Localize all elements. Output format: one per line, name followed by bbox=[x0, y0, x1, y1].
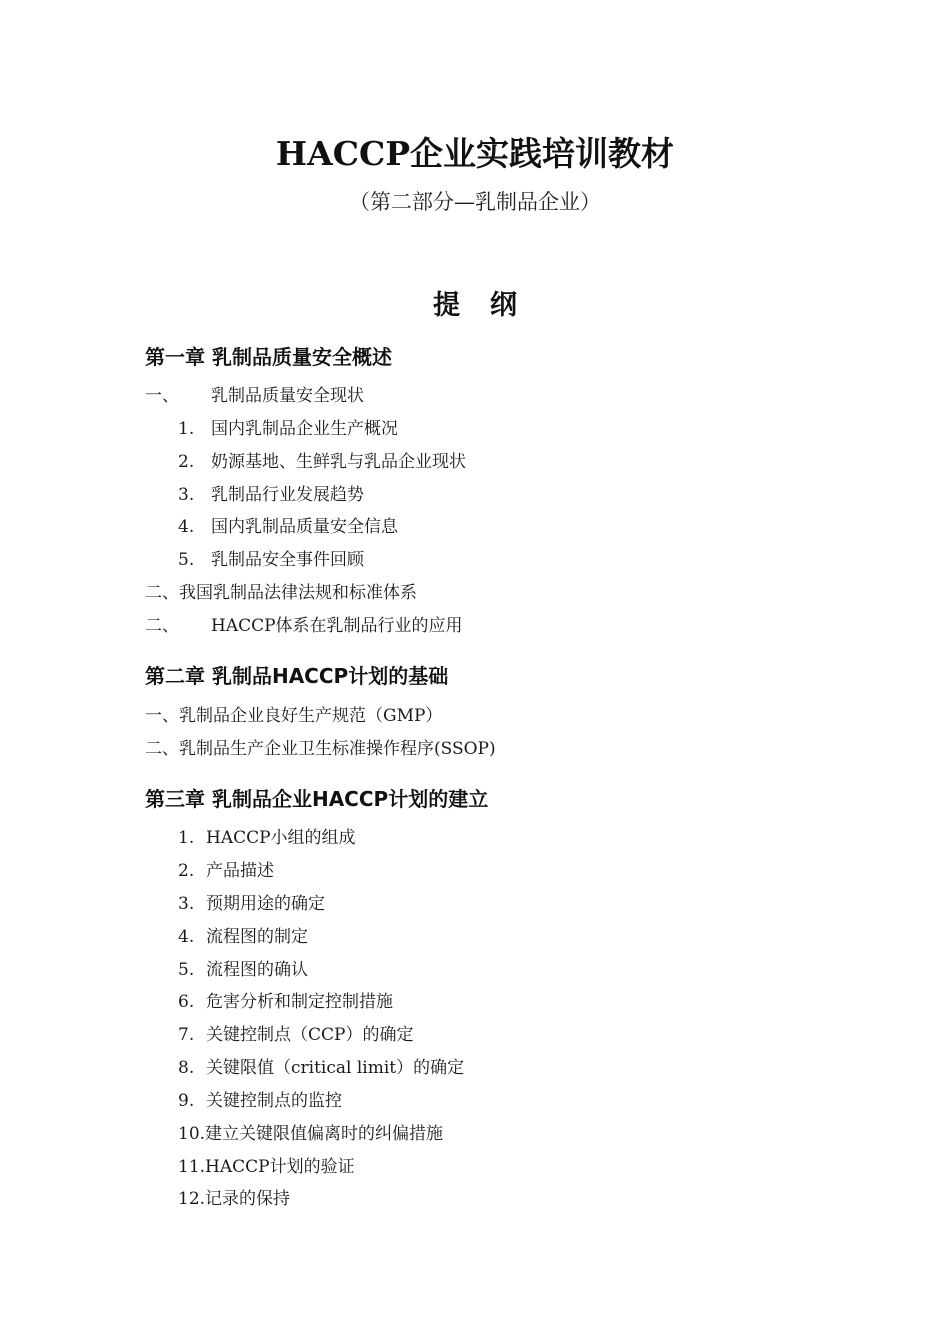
item-number: 6. bbox=[178, 992, 195, 1012]
item-text: 记录的保持 bbox=[205, 1189, 291, 1209]
chapter-1-heading: 第一章 乳制品质量安全概述 bbox=[145, 345, 392, 369]
item-text: 国内乳制品企业生产概况 bbox=[211, 419, 398, 439]
item-text: 乳制品行业发展趋势 bbox=[211, 485, 364, 505]
item-text: 乳制品生产企业卫生标准操作程序(SSOP) bbox=[179, 739, 496, 759]
item-text: 我国乳制品法律法规和标准体系 bbox=[179, 583, 417, 603]
item-text: 预期用途的确定 bbox=[206, 894, 325, 914]
list-item bbox=[178, 480, 364, 505]
item-text: 关键控制点的监控 bbox=[206, 1091, 342, 1111]
item-text: 乳制品企业良好生产规范（GMP） bbox=[179, 706, 443, 726]
item-text: 流程图的确认 bbox=[206, 960, 308, 980]
list-item bbox=[178, 1152, 355, 1177]
item-number: 3. bbox=[178, 894, 195, 914]
list-item bbox=[178, 856, 274, 881]
list-item bbox=[178, 1020, 413, 1045]
item-number: 1. bbox=[178, 419, 195, 439]
list-item bbox=[145, 734, 496, 759]
list-item bbox=[145, 578, 417, 603]
list-item bbox=[178, 987, 393, 1012]
item-text: 关键限值（critical limit）的确定 bbox=[206, 1058, 465, 1078]
item-text: 产品描述 bbox=[206, 861, 274, 881]
item-number: 5. bbox=[178, 960, 195, 980]
item-number: 11. bbox=[178, 1157, 206, 1177]
list-item bbox=[178, 545, 364, 570]
item-number: 12. bbox=[178, 1189, 206, 1209]
item-number: 5. bbox=[178, 550, 195, 570]
item-text: 国内乳制品质量安全信息 bbox=[211, 517, 398, 537]
list-item bbox=[178, 512, 398, 537]
item-number: 2. bbox=[178, 452, 195, 472]
document-subtitle: （第二部分—乳制品企业） bbox=[349, 190, 601, 214]
list-item bbox=[178, 414, 398, 439]
item-number: 10. bbox=[178, 1124, 206, 1144]
chapter-3-heading: 第三章 乳制品企业HACCP计划的建立 bbox=[145, 787, 489, 811]
item-text: 流程图的制定 bbox=[206, 927, 308, 947]
list-item bbox=[145, 381, 364, 406]
chapter-2-heading: 第二章 乳制品HACCP计划的基础 bbox=[145, 664, 449, 688]
list-item bbox=[178, 823, 356, 848]
item-text: 奶源基地、生鲜乳与乳品企业现状 bbox=[211, 452, 466, 472]
item-number: 二、 bbox=[145, 739, 179, 759]
list-item bbox=[178, 1184, 290, 1209]
item-number: 4. bbox=[178, 517, 195, 537]
list-item bbox=[178, 447, 466, 472]
document-title: HACCP企业实践培训教材 bbox=[275, 134, 675, 173]
item-number: 2. bbox=[178, 861, 195, 881]
item-number: 9. bbox=[178, 1091, 195, 1111]
item-text: 危害分析和制定控制措施 bbox=[206, 992, 393, 1012]
list-item bbox=[145, 701, 442, 726]
item-number: 7. bbox=[178, 1025, 195, 1045]
item-text: 乳制品质量安全现状 bbox=[211, 386, 364, 406]
list-item bbox=[178, 1119, 443, 1144]
list-item bbox=[178, 922, 308, 947]
list-item bbox=[178, 1086, 342, 1111]
list-item bbox=[145, 611, 463, 636]
item-text: 关键控制点（CCP）的确定 bbox=[206, 1025, 414, 1045]
item-text: 乳制品安全事件回顾 bbox=[211, 550, 364, 570]
item-number: 3. bbox=[178, 485, 195, 505]
item-number: 4. bbox=[178, 927, 195, 947]
item-number: 一、 bbox=[145, 706, 179, 726]
item-text: HACCP体系在乳制品行业的应用 bbox=[211, 616, 463, 636]
item-number: 二、 bbox=[145, 583, 179, 603]
outline-heading: 提纲 bbox=[433, 290, 547, 321]
item-text: HACCP小组的组成 bbox=[206, 828, 356, 848]
item-text: 建立关键限值偏离时的纠偏措施 bbox=[205, 1124, 444, 1144]
item-number: 1. bbox=[178, 828, 195, 848]
item-number: 二、 bbox=[145, 616, 179, 636]
item-number: 8. bbox=[178, 1058, 195, 1078]
list-item bbox=[178, 955, 308, 980]
list-item bbox=[178, 889, 325, 914]
item-number: 一、 bbox=[145, 386, 179, 406]
list-item bbox=[178, 1053, 464, 1078]
item-text: HACCP计划的验证 bbox=[205, 1157, 355, 1177]
